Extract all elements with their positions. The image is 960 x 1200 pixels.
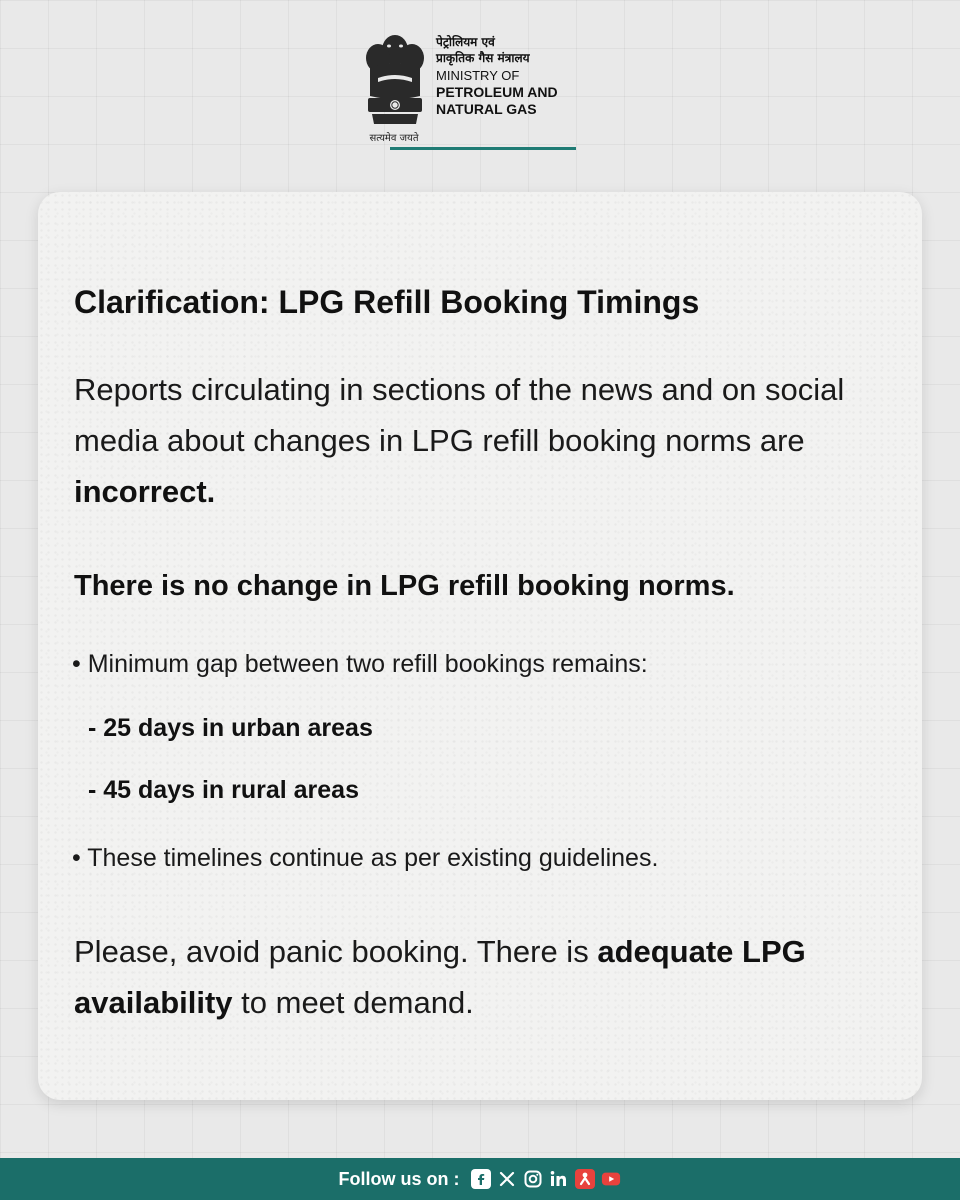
bullet-timelines: • These timelines continue as per existing guidelines. bbox=[72, 844, 659, 872]
ministry-logo bbox=[360, 28, 576, 156]
clarification-card bbox=[38, 192, 922, 1100]
closing-paragraph bbox=[74, 926, 894, 1028]
footer-bar bbox=[0, 1158, 960, 1200]
ministry-name bbox=[436, 34, 596, 118]
bullet-minimum-gap: • Minimum gap between two refill bookings remains: bbox=[72, 650, 648, 678]
intro-text: Reports circulating in sections of the news and on social media about changes in LPG refill booking norms are bbox=[74, 372, 845, 458]
sub-item-urban: - 25 days in urban areas bbox=[88, 714, 373, 742]
x-icon[interactable] bbox=[497, 1169, 517, 1189]
facebook-icon[interactable] bbox=[471, 1169, 491, 1189]
linkedin-icon[interactable] bbox=[549, 1169, 569, 1189]
closing-emphasis: adequate LPG availability bbox=[74, 934, 806, 1020]
no-change-statement: There is no change in LPG refill booking norms. bbox=[74, 570, 735, 602]
youtube-icon[interactable] bbox=[601, 1169, 621, 1189]
state-emblem-icon bbox=[360, 28, 430, 146]
closing-text-1: Please, avoid panic booking. There is bbox=[74, 934, 589, 969]
ministry-hindi-line-1: पेट्रोलियम एवं bbox=[436, 35, 495, 49]
intro-emphasis: incorrect. bbox=[74, 474, 216, 509]
closing-text-2: to meet demand. bbox=[241, 985, 474, 1020]
koo-icon[interactable] bbox=[575, 1169, 595, 1189]
card-title: Clarification: LPG Refill Booking Timings bbox=[74, 284, 700, 320]
logo-underline bbox=[390, 147, 576, 150]
ministry-english-line-1: MINISTRY OF bbox=[436, 68, 520, 83]
sub-item-rural: - 45 days in rural areas bbox=[88, 776, 359, 804]
ministry-hindi-line-2: प्राकृतिक गैस मंत्रालय bbox=[436, 51, 530, 65]
ministry-english-line-3: NATURAL GAS bbox=[436, 101, 537, 117]
follow-us-label: Follow us on : bbox=[338, 1168, 460, 1189]
instagram-icon[interactable] bbox=[523, 1169, 543, 1189]
intro-paragraph bbox=[74, 364, 874, 517]
ministry-english-line-2: PETROLEUM AND bbox=[436, 84, 558, 100]
emblem-motto: सत्यमेव जयते bbox=[369, 133, 419, 144]
